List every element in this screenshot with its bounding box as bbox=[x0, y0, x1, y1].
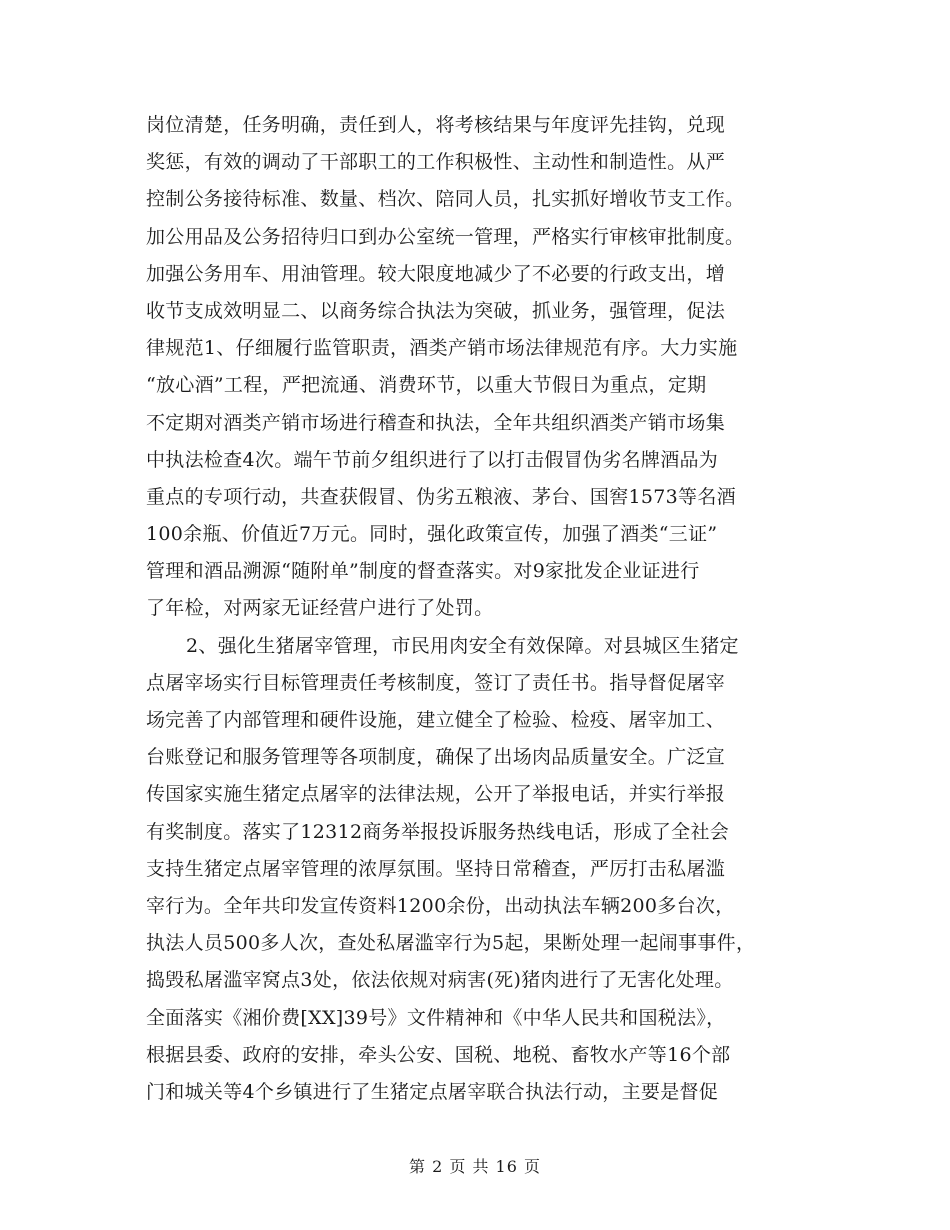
text-line: 不定期对酒类产销市场进行稽查和执法，全年共组织酒类产销市场集 bbox=[146, 411, 726, 434]
page-footer bbox=[0, 1154, 950, 1177]
text-line: 奖惩，有效的调动了干部职工的工作积极性、主动性和制造性。从严 bbox=[146, 151, 726, 174]
text-line: 全面落实《湘价费[XX]39号》文件精神和《中华人民共和国税法》， bbox=[146, 1006, 726, 1029]
paragraph-start-line: 2、强化生猪屠宰管理，市民用肉安全有效保障。对县城区生猪定 bbox=[186, 634, 739, 657]
text-line: 加强公务用车、用油管理。较大限度地减少了不必要的行政支出，增 bbox=[146, 262, 726, 285]
text-line: 管理和酒品溯源“随附单”制度的督查落实。对9家批发企业证进行 bbox=[146, 560, 700, 583]
body-text bbox=[146, 107, 836, 1111]
text-line: 了年检，对两家无证经营户进行了处罚。 bbox=[146, 597, 494, 620]
text-line: 执法人员500多人次，查处私屠滥宰行为5起，果断处理一起闹事事件， bbox=[146, 932, 756, 955]
text-line: 宰行为。全年共印发宣传资料1200余份，出动执法车辆200多台次， bbox=[146, 894, 735, 917]
text-line: 门和城关等4个乡镇进行了生猪定点屠宰联合执法行动，主要是督促 bbox=[146, 1080, 719, 1103]
text-line: 岗位清楚，任务明确，责任到人，将考核结果与年度评先挂钩，兑现 bbox=[146, 114, 726, 136]
text-line: 控制公务接待标准、数量、档次、陪同人员，扎实抓好增收节支工作。 bbox=[146, 188, 745, 211]
text-line: 点屠宰场实行目标管理责任考核制度，签订了责任书。指导督促屠宰 bbox=[146, 671, 726, 694]
text-line: 场完善了内部管理和硬件设施，建立健全了检验、检疫、屠宰加工、 bbox=[146, 709, 726, 731]
page-number: 第 2 页 共 16 页 bbox=[409, 1157, 541, 1176]
text-line: 律规范1、仔细履行监管职责，酒类产销市场法律规范有序。大力实施 bbox=[146, 337, 738, 360]
text-line: 有奖制度。落实了12312商务举报投诉服务热线电话，形成了全社会 bbox=[146, 820, 730, 843]
text-line: 收节支成效明显二、以商务综合执法为突破，抓业务，强管理，促法 bbox=[146, 299, 726, 322]
text-line: 支持生猪定点屠宰管理的浓厚氛围。坚持日常稽查，严厉打击私屠滥 bbox=[146, 857, 726, 880]
text-line: 台账登记和服务管理等各项制度，确保了出场肉品质量安全。广泛宣 bbox=[146, 746, 726, 769]
text-line: 根据县委、政府的安排，牵头公安、国税、地税、畜牧水产等16个部 bbox=[146, 1043, 731, 1066]
text-line: 捣毁私屠滥宰窝点3处，依法依规对病害(死)猪肉进行了无害化处理。 bbox=[146, 969, 734, 992]
text-line: 中执法检查4次。端午节前夕组织进行了以打击假冒伪劣名牌酒品为 bbox=[146, 448, 719, 471]
text-line: 重点的专项行动，共查获假冒、伪劣五粮液、茅台、国窖1573等名酒 bbox=[146, 485, 736, 508]
text-line: “放心酒”工程，严把流通、消费环节，以重大节假日为重点，定期 bbox=[146, 374, 707, 397]
text-line: 100余瓶、价值近7万元。同时，强化政策宣传，加强了酒类“三证” bbox=[146, 523, 718, 546]
text-line: 传国家实施生猪定点屠宰的法律法规，公开了举报电话，并实行举报 bbox=[146, 783, 726, 806]
text-line: 加公用品及公务招待归口到办公室统一管理，严格实行审核审批制度。 bbox=[146, 225, 745, 248]
